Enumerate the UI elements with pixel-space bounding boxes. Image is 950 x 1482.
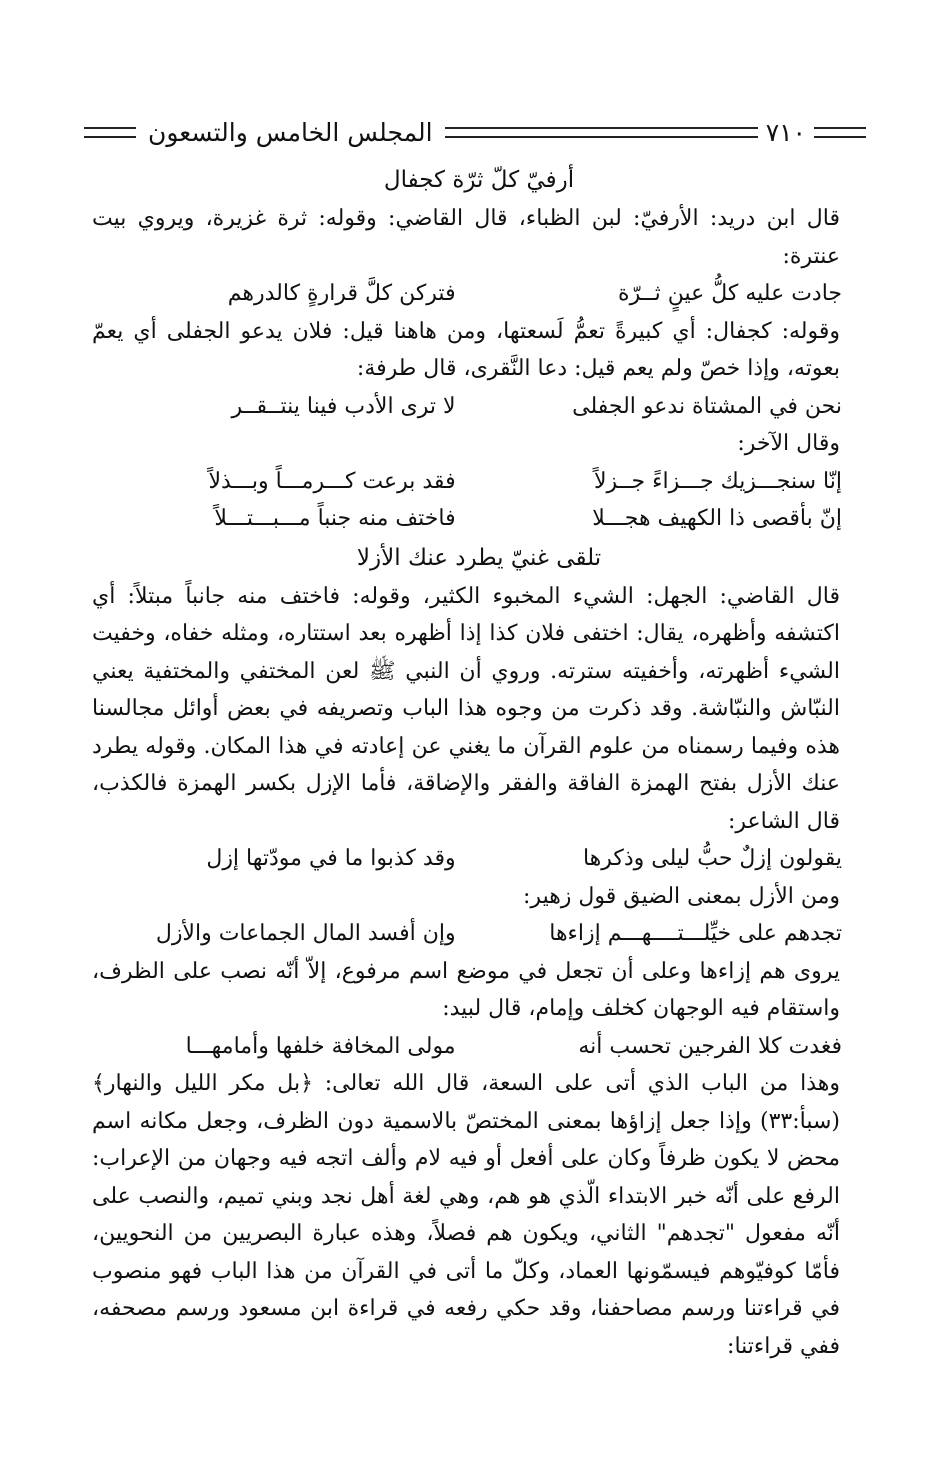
verse-second-hemistich: فاختف منه جنباً مـــبـــتـــلاً (214, 506, 456, 531)
verse-second-hemistich: فتركن كلَّ قرارةٍ كالدرهم (227, 281, 456, 306)
running-header (84, 112, 866, 152)
paragraph: وقوله: كجفال: أي كبيرةً تعمُّ لَسعتها، ومن هاهنا قيل: فلان يدعو الجفلى أي يعمّ بعوته، وإذا خصّ ولم يعم قيل: دعا النَّقرى، قال طرفة: (92, 318, 840, 381)
paragraph: قال ابن دريد: الأرفيّ: لبن الظباء، قال القاضي: وقوله: ثرة غزيرة، ويروي بيت عنترة: (92, 206, 840, 269)
paragraph: قال القاضي: الجهل: الشيء المخبوء الكثير، وقوله: فاختف منه جانباً مبتلاً: أي اكتشفه وأظهره، يقال: اختفى فلان كذا إذا أظهره بعد استتاره، ومثله خفاه، وخفيت الشيء أظهرته، وأخفيته سترته. وروي أن النبي ﷺ لعن المختفي والمختفية يعني النبّاش والنبّاشة. وقد ذكرت من وجوه هذا الباب وتصريفه في بعض أوائل مجالسنا هذه وفيما رسمناه من علوم القرآن ما يغني عن إعادته في هذا المكان. وقوله يطرد عنك الأزل بفتح الهمزة الفاقة والفقر والإضاقة، فأما الإزل بكسر الهمزة فالكذب، قال الشاعر: (92, 583, 840, 834)
verse-couplet (92, 275, 866, 313)
verse-couplet (92, 500, 866, 538)
verse-couplet (92, 463, 866, 501)
verse-first-hemistich: نحن في المشتاة ندعو الجفلى (572, 393, 842, 419)
paragraph: وهذا من الباب الذي أتى على السعة، قال الله تعالى: ﴿بل مكر الليل والنهار﴾ (سبأ:٣٣) وإذا جعل إزاؤها بمعنى المختصّ بالاسمية دون الظرف، وجعل مكانه اسم محض لا يكون ظرفاً وكان على أفعل أو فيه لام وألف اتجه فيه وجهان من الإعراب: الرفع على أنّه خبر الابتداء الّذي هو هم، وهي لغة أهل نجد وبني تميم، والنصب على أنّه مفعول "تجدهم" الثاني، ويكون هم فصلاً، وهذه عبارة البصريين من النحويين، فأمّا كوفيّوهم فيسمّونها العماد، وكلّ ما أتى في القرآن من هذا الباب فهو منصوب في قراءتنا ورسم مصاحفنا، وقد حكي رفعه في قراءة ابن مسعود ورسم مصحفه، ففي قراءتنا: (92, 1071, 840, 1359)
verse-second-hemistich: وإن أفسد المال الجماعات والأزل (155, 921, 456, 946)
verse-couplet (92, 1028, 866, 1066)
verse-couplet (92, 840, 866, 878)
verse-second-hemistich: مولى المخافة خلفها وأمامهـــا (185, 1033, 456, 1059)
verse-first-hemistich: إنّا سنجـــزيك جـــزاءً جــزلاً (593, 468, 842, 494)
verse-first-hemistich: يقولون إزلٌ حبُّ ليلى وذكرها (582, 846, 842, 871)
verse-first-hemistich: فغدت كلا الفرجين تحسب أنه (578, 1033, 842, 1059)
paragraph: يروى هم إزاءها وعلى أن تجعل في موضع اسم مرفوع، إلاّ أنّه نصب على الظرف، واستقام فيه الوجهان كخلف وإمام، قال لبيد: (92, 958, 840, 1021)
verse-first-hemistich: جادت عليه كلُّ عينٍ ثــرّة (618, 281, 842, 306)
verse-first-hemistich: إنّ بأقصى ذا الكهيف هجـــلا (592, 506, 842, 531)
verse-couplet (92, 915, 866, 953)
header-rule-middle (445, 127, 758, 138)
chapter-title: المجلس الخامس والتسعون (148, 117, 433, 147)
verse-first-hemistich: تجدهم على خيِّلـــتــــهـــم إزاءها (549, 921, 842, 946)
verse-second-hemistich: لا ترى الأدب فينا ينتــقــر (231, 393, 456, 419)
verse-second-hemistich: وقد كذبوا ما في مودّتها إزل (206, 846, 456, 871)
poem-line-centered: أرفيّ كلّ ثرّة كجفال (383, 167, 575, 193)
poem-line-centered: تلقى غنيّ يطرد عنك الأزلا (356, 544, 602, 571)
page-number: ٧١٠ (765, 117, 806, 147)
paragraph: ومن الأزل بمعنى الضيق قول زهير: (523, 883, 840, 909)
verse-second-hemistich: فقد برعت كـــرمـــاً وبـــذلاً (208, 468, 456, 494)
page-body (92, 160, 866, 1365)
verse-couplet (92, 388, 866, 426)
paragraph: وقال الآخر: (737, 431, 840, 456)
header-rule-right (814, 127, 866, 138)
header-rule-left (84, 127, 136, 138)
